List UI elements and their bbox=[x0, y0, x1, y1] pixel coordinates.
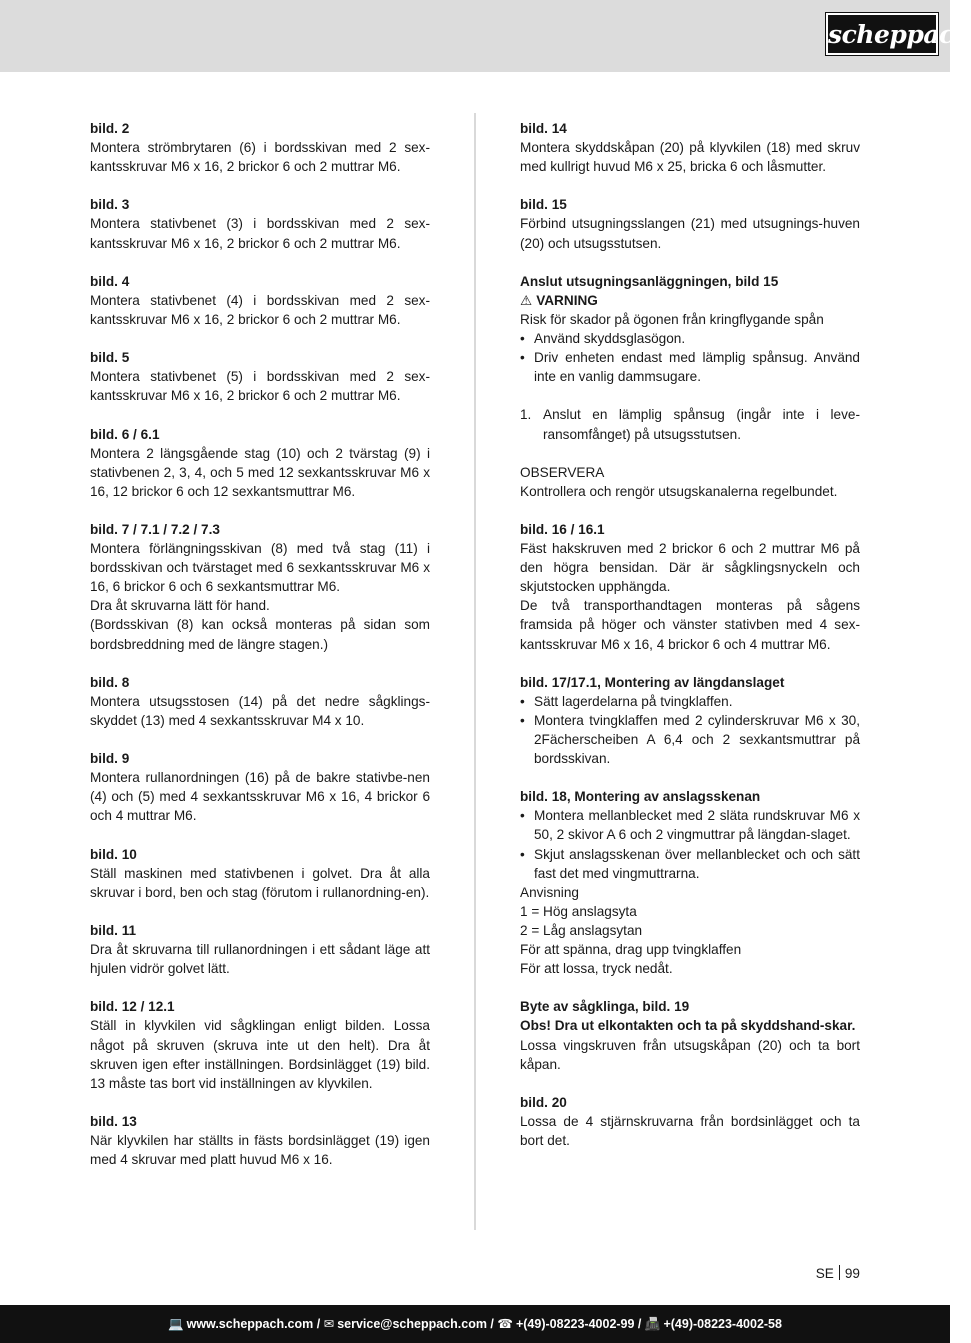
bullet-list bbox=[520, 692, 860, 768]
list-item: • Montera tvingklaffen med 2 cylinderskruvar M6 x 30, 2Fächerscheiben A 6,4 och 2 sexkantsmuttrar på bordsskivan. bbox=[520, 711, 860, 768]
section-bild-9 bbox=[90, 749, 430, 825]
section-heading: bild. 5 bbox=[90, 350, 130, 366]
note-text: För att lossa, tryck nedåt. bbox=[520, 961, 673, 977]
note-text: Anvisning bbox=[520, 884, 579, 900]
warning-line bbox=[520, 291, 860, 310]
section-heading: bild. 11 bbox=[90, 922, 137, 938]
section-bild-18 bbox=[520, 787, 860, 978]
page-separator bbox=[839, 1265, 840, 1280]
section-text: Montera utsugsstosen (14) på det nedre sågklings-skyddet (13) med 4 sexkantsskruvar M4 x 10. bbox=[90, 693, 430, 728]
warning-icon: ⚠ bbox=[520, 292, 533, 308]
section-heading: bild. 13 bbox=[90, 1113, 137, 1129]
section-heading: bild. 3 bbox=[90, 197, 130, 213]
section-bild-8 bbox=[90, 673, 430, 730]
page-lang: SE bbox=[815, 1266, 834, 1281]
note-text: 2 = Låg anslagsytan bbox=[520, 922, 643, 938]
page-header bbox=[0, 0, 971, 72]
bullet-list bbox=[520, 806, 860, 882]
left-column bbox=[90, 119, 430, 1188]
computer-icon: 💻 bbox=[168, 1317, 184, 1331]
page-footer bbox=[0, 1305, 950, 1343]
section-text: Fäst hakskruven med 2 brickor 6 och 2 muttrar M6 på den högra bensidan. Där är sågklingsnyckeln och skjutstocken upphängda. bbox=[520, 541, 860, 595]
risk-text: Risk för skador på ögonen från kringflygande spån bbox=[520, 311, 824, 327]
section-text: Förbind utsugningsslangen (21) med utsugnings-huven (20) och utsugsstutsen. bbox=[520, 216, 860, 251]
section-text: Dra åt skruvarna till rullanordningen i ett sådant läge att hjulen vidrör golvet lätt. bbox=[90, 942, 430, 977]
section-text: Montera stativbenet (3) i bordsskivan med 2 sex-kantsskruvar M6 x 16, 2 brickor 6 och 2 muttrar M6. bbox=[90, 216, 430, 251]
section-text: Montera stativbenet (5) i bordsskivan med 2 sex-kantsskruvar M6 x 16, 2 brickor 6 och 2 muttrar M6. bbox=[90, 369, 430, 404]
section-warning: Obs! Dra ut elkontakten och ta på skyddshand-skar. bbox=[520, 1018, 856, 1034]
list-item: • Skjut anslagsskenan över mellanblecket och och sätt fast det med vingmuttrarna. bbox=[520, 845, 860, 883]
section-bild-16 bbox=[520, 520, 860, 654]
section-heading: bild. 15 bbox=[520, 197, 567, 213]
section-heading: bild. 2 bbox=[90, 121, 130, 136]
section-text: Kontrollera och rengör utsugskanalerna regelbundet. bbox=[520, 483, 838, 499]
section-bild-3 bbox=[90, 195, 430, 252]
footer-email[interactable]: service@scheppach.com / bbox=[337, 1317, 494, 1331]
section-bild-2 bbox=[90, 119, 430, 176]
section-text: Lossa de 4 stjärnskruvarna från bordsinlägget och ta bort det. bbox=[520, 1113, 860, 1148]
section-bild-15 bbox=[520, 195, 860, 252]
section-connect-extraction bbox=[520, 272, 860, 387]
list-item: • Sätt lagerdelarna på tvingklaffen. bbox=[520, 692, 860, 711]
section-heading: bild. 17/17.1, Montering av längdanslaget bbox=[520, 674, 785, 690]
section-text: Lossa vingskruven från utsugskåpan (20) och ta bort kåpan. bbox=[520, 1037, 860, 1072]
right-column bbox=[520, 119, 860, 1169]
section-text: Montera stativbenet (4) i bordsskivan med 2 sex-kantsskruvar M6 x 16, 2 brickor 6 och 2 muttrar M6. bbox=[90, 292, 430, 327]
column-divider bbox=[474, 113, 476, 1230]
section-bild-6 bbox=[90, 425, 430, 501]
section-heading: Byte av sågklinga, bild. 19 bbox=[520, 999, 690, 1015]
section-text: Montera rullanordningen (16) på de bakre stativbe-nen (4) och (5) med 4 sexkantsskruvar M6 x 16, 4 brickor 6 och 4 muttrar M6. bbox=[90, 770, 430, 824]
section-bild-20 bbox=[520, 1093, 860, 1150]
section-heading: bild. 18, Montering av anslagsskenan bbox=[520, 789, 761, 805]
scheppach-logo: scheppach bbox=[826, 13, 938, 55]
list-item: • Driv enheten endast med lämplig spånsug. Använd inte en vanlig dammsugare. bbox=[520, 348, 860, 386]
section-step-1 bbox=[520, 405, 860, 443]
fax-icon: 📠 bbox=[644, 1317, 661, 1331]
section-bild-13 bbox=[90, 1112, 430, 1169]
section-text: Montera skyddskåpan (20) på klyvkilen (18) med skruv med kullrigt huvud M6 x 25, bricka 6 och låsmutter. bbox=[520, 140, 860, 175]
section-heading: bild. 10 bbox=[90, 846, 137, 862]
section-bild-17 bbox=[520, 673, 860, 768]
note-text: 1 = Hög anslagsyta bbox=[520, 903, 637, 919]
section-bild-14 bbox=[520, 119, 860, 176]
note-text: För att spänna, drag upp tvingklaffen bbox=[520, 942, 742, 958]
section-text: Ställ in klyvkilen vid sågklingan enligt bilden. Lossa något på skruven (skruva inte ut den helt). Dra åt skruven igen efter inställningen. Bordsinlägget (19) bild. 13 måste tas bort vid inställningen av klyvkilen. bbox=[90, 1018, 430, 1091]
section-heading: bild. 6 / 6.1 bbox=[90, 426, 160, 442]
observe-label: OBSERVERA bbox=[520, 464, 605, 480]
section-bild-11 bbox=[90, 921, 430, 978]
list-number: 1. bbox=[520, 407, 532, 423]
section-heading: bild. 7 / 7.1 / 7.2 / 7.3 bbox=[90, 521, 220, 537]
section-text: När klyvkilen har ställts in fästs bordsinlägget (19) igen med 4 skruvar med platt huvud M6 x 16. bbox=[90, 1132, 430, 1168]
list-item: • Använd skyddsglasögon. bbox=[520, 329, 860, 348]
page-number bbox=[816, 1264, 860, 1283]
section-text: Dra åt skruvarna lätt för hand. bbox=[90, 598, 270, 614]
footer-fax: +(49)-08223-4002-58 bbox=[663, 1317, 782, 1331]
section-text: De två transporthandtagen monteras på sågens framsida på höger och vänster stativben med 4 sex-kantsskruvar M6 x 16, 4 brickor 6 och 4 muttrar M6. bbox=[520, 598, 860, 652]
section-bild-12 bbox=[90, 997, 430, 1092]
section-heading: bild. 16 / 16.1 bbox=[520, 521, 605, 537]
section-bild-19 bbox=[520, 997, 860, 1073]
section-text: Montera förlängningsskivan (8) med två stag (11) i bordsskivan och tvärstaget med 6 sexkantsskruvar M6 x 16, 6 brickor 6 och 6 sexkantsmuttrar M6. bbox=[90, 541, 430, 595]
section-heading: bild. 8 bbox=[90, 674, 130, 690]
list-text: Anslut en lämplig spånsug (ingår inte i leve-ransomfånget) på utsugsstutsen. bbox=[543, 407, 860, 442]
section-heading: bild. 20 bbox=[520, 1094, 567, 1110]
list-item: • Montera mellanblecket med 2 släta rundskruvar M6 x 50, 2 skivor A 6 och 2 vingmuttrar på längdan-slaget. bbox=[520, 806, 860, 844]
section-text: Montera strömbrytaren (6) i bordsskivan med 2 sex-kantsskruvar M6 x 16, 2 brickor 6 och 2 muttrar M6. bbox=[90, 140, 430, 175]
section-bild-7 bbox=[90, 520, 430, 654]
section-heading: bild. 12 / 12.1 bbox=[90, 999, 175, 1015]
phone-icon: ☎ bbox=[497, 1317, 513, 1331]
section-text: (Bordsskivan (8) kan också monteras på sidan som bordsbreddning med de längre stagen.) bbox=[90, 617, 430, 652]
warning-label: VARNING bbox=[536, 292, 598, 308]
bullet-list bbox=[520, 329, 860, 386]
list-item bbox=[520, 405, 860, 443]
numbered-list bbox=[520, 405, 860, 443]
section-heading: bild. 9 bbox=[90, 751, 130, 767]
section-bild-5 bbox=[90, 348, 430, 405]
footer-phone: +(49)-08223-4002-99 / bbox=[515, 1317, 642, 1331]
section-bild-10 bbox=[90, 845, 430, 902]
section-observe bbox=[520, 463, 860, 501]
footer-website[interactable]: www.scheppach.com / bbox=[186, 1317, 321, 1331]
section-bild-4 bbox=[90, 272, 430, 329]
mail-icon: ✉ bbox=[323, 1317, 335, 1331]
section-heading: Anslut utsugningsanläggningen, bild 15 bbox=[520, 273, 779, 289]
page-num: 99 bbox=[844, 1266, 860, 1281]
section-text: Ställ maskinen med stativbenen i golvet. Dra åt alla skruvar i bord, ben och stag (förutom i rullanordning-en). bbox=[90, 865, 430, 900]
section-text: Montera 2 längsgående stag (10) och 2 tvärstag (9) i stativbenen 2, 3, 4, och 5 med 12 sexkantsskruvar M6 x 16, 12 brickor 6 och 12 sexkantsmuttrar M6. bbox=[90, 445, 430, 499]
section-heading: bild. 4 bbox=[90, 273, 130, 289]
section-heading: bild. 14 bbox=[520, 121, 567, 136]
